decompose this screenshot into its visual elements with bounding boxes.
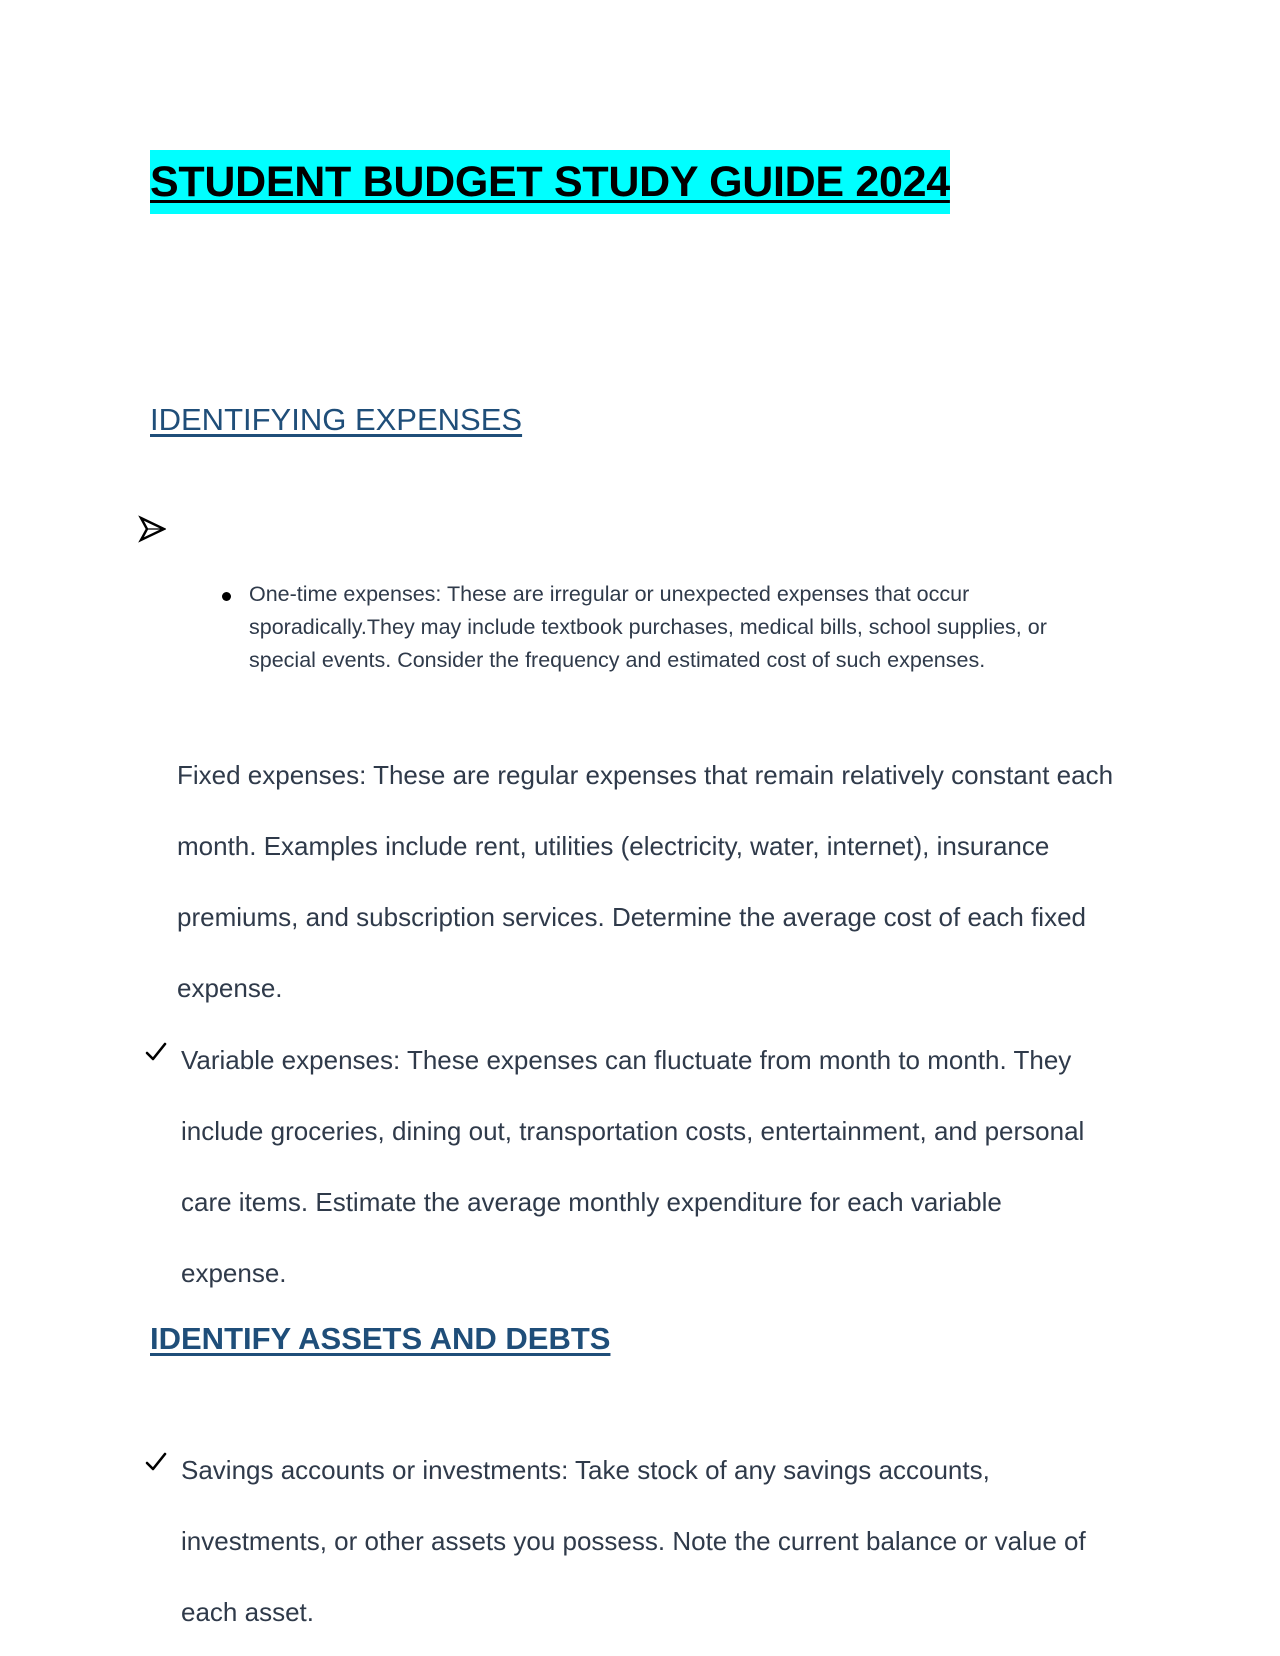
one-time-expenses-text: One-time expenses: These are irregular or unexpected expenses that occur sporadically.They may include textbook purchases, medical bills, school supplies, or special events. Consider the frequency and estimated cost of such expenses. [249,582,1047,672]
section-heading-identifying-expenses: IDENTIFYING EXPENSES [150,402,523,437]
section-heading-assets-and-debts: IDENTIFY ASSETS AND DEBTS [150,1321,611,1356]
bullet-dot-icon [222,592,231,601]
checkmark-icon [145,1041,167,1063]
checkmark-icon [145,1451,167,1473]
list-item-savings-investments [145,1435,1105,1648]
list-item-one-time-expenses [222,578,1102,677]
fixed-expenses-paragraph: Fixed expenses: These are regular expenses that remain relatively constant each month. Examples include rent, utilities (electricity, water, internet), insurance premiums, and subscription services. Determine the average cost of each fixed expense. [177,760,1114,1003]
list-item-variable-expenses [145,1025,1105,1309]
variable-expenses-text: Variable expenses: These expenses can fluctuate from month to month. They include groceries, dining out, transportation costs, entertainment, and personal care items. Estimate the average monthly expenditure for each variable expense. [181,1045,1085,1288]
arrow-bullet-icon [138,515,166,543]
document-title: STUDENT BUDGET STUDY GUIDE 2024 [150,150,950,214]
savings-investments-text: Savings accounts or investments: Take stock of any savings accounts, investments, or other assets you possess. Note the current balance or value of each asset. [181,1455,1086,1627]
